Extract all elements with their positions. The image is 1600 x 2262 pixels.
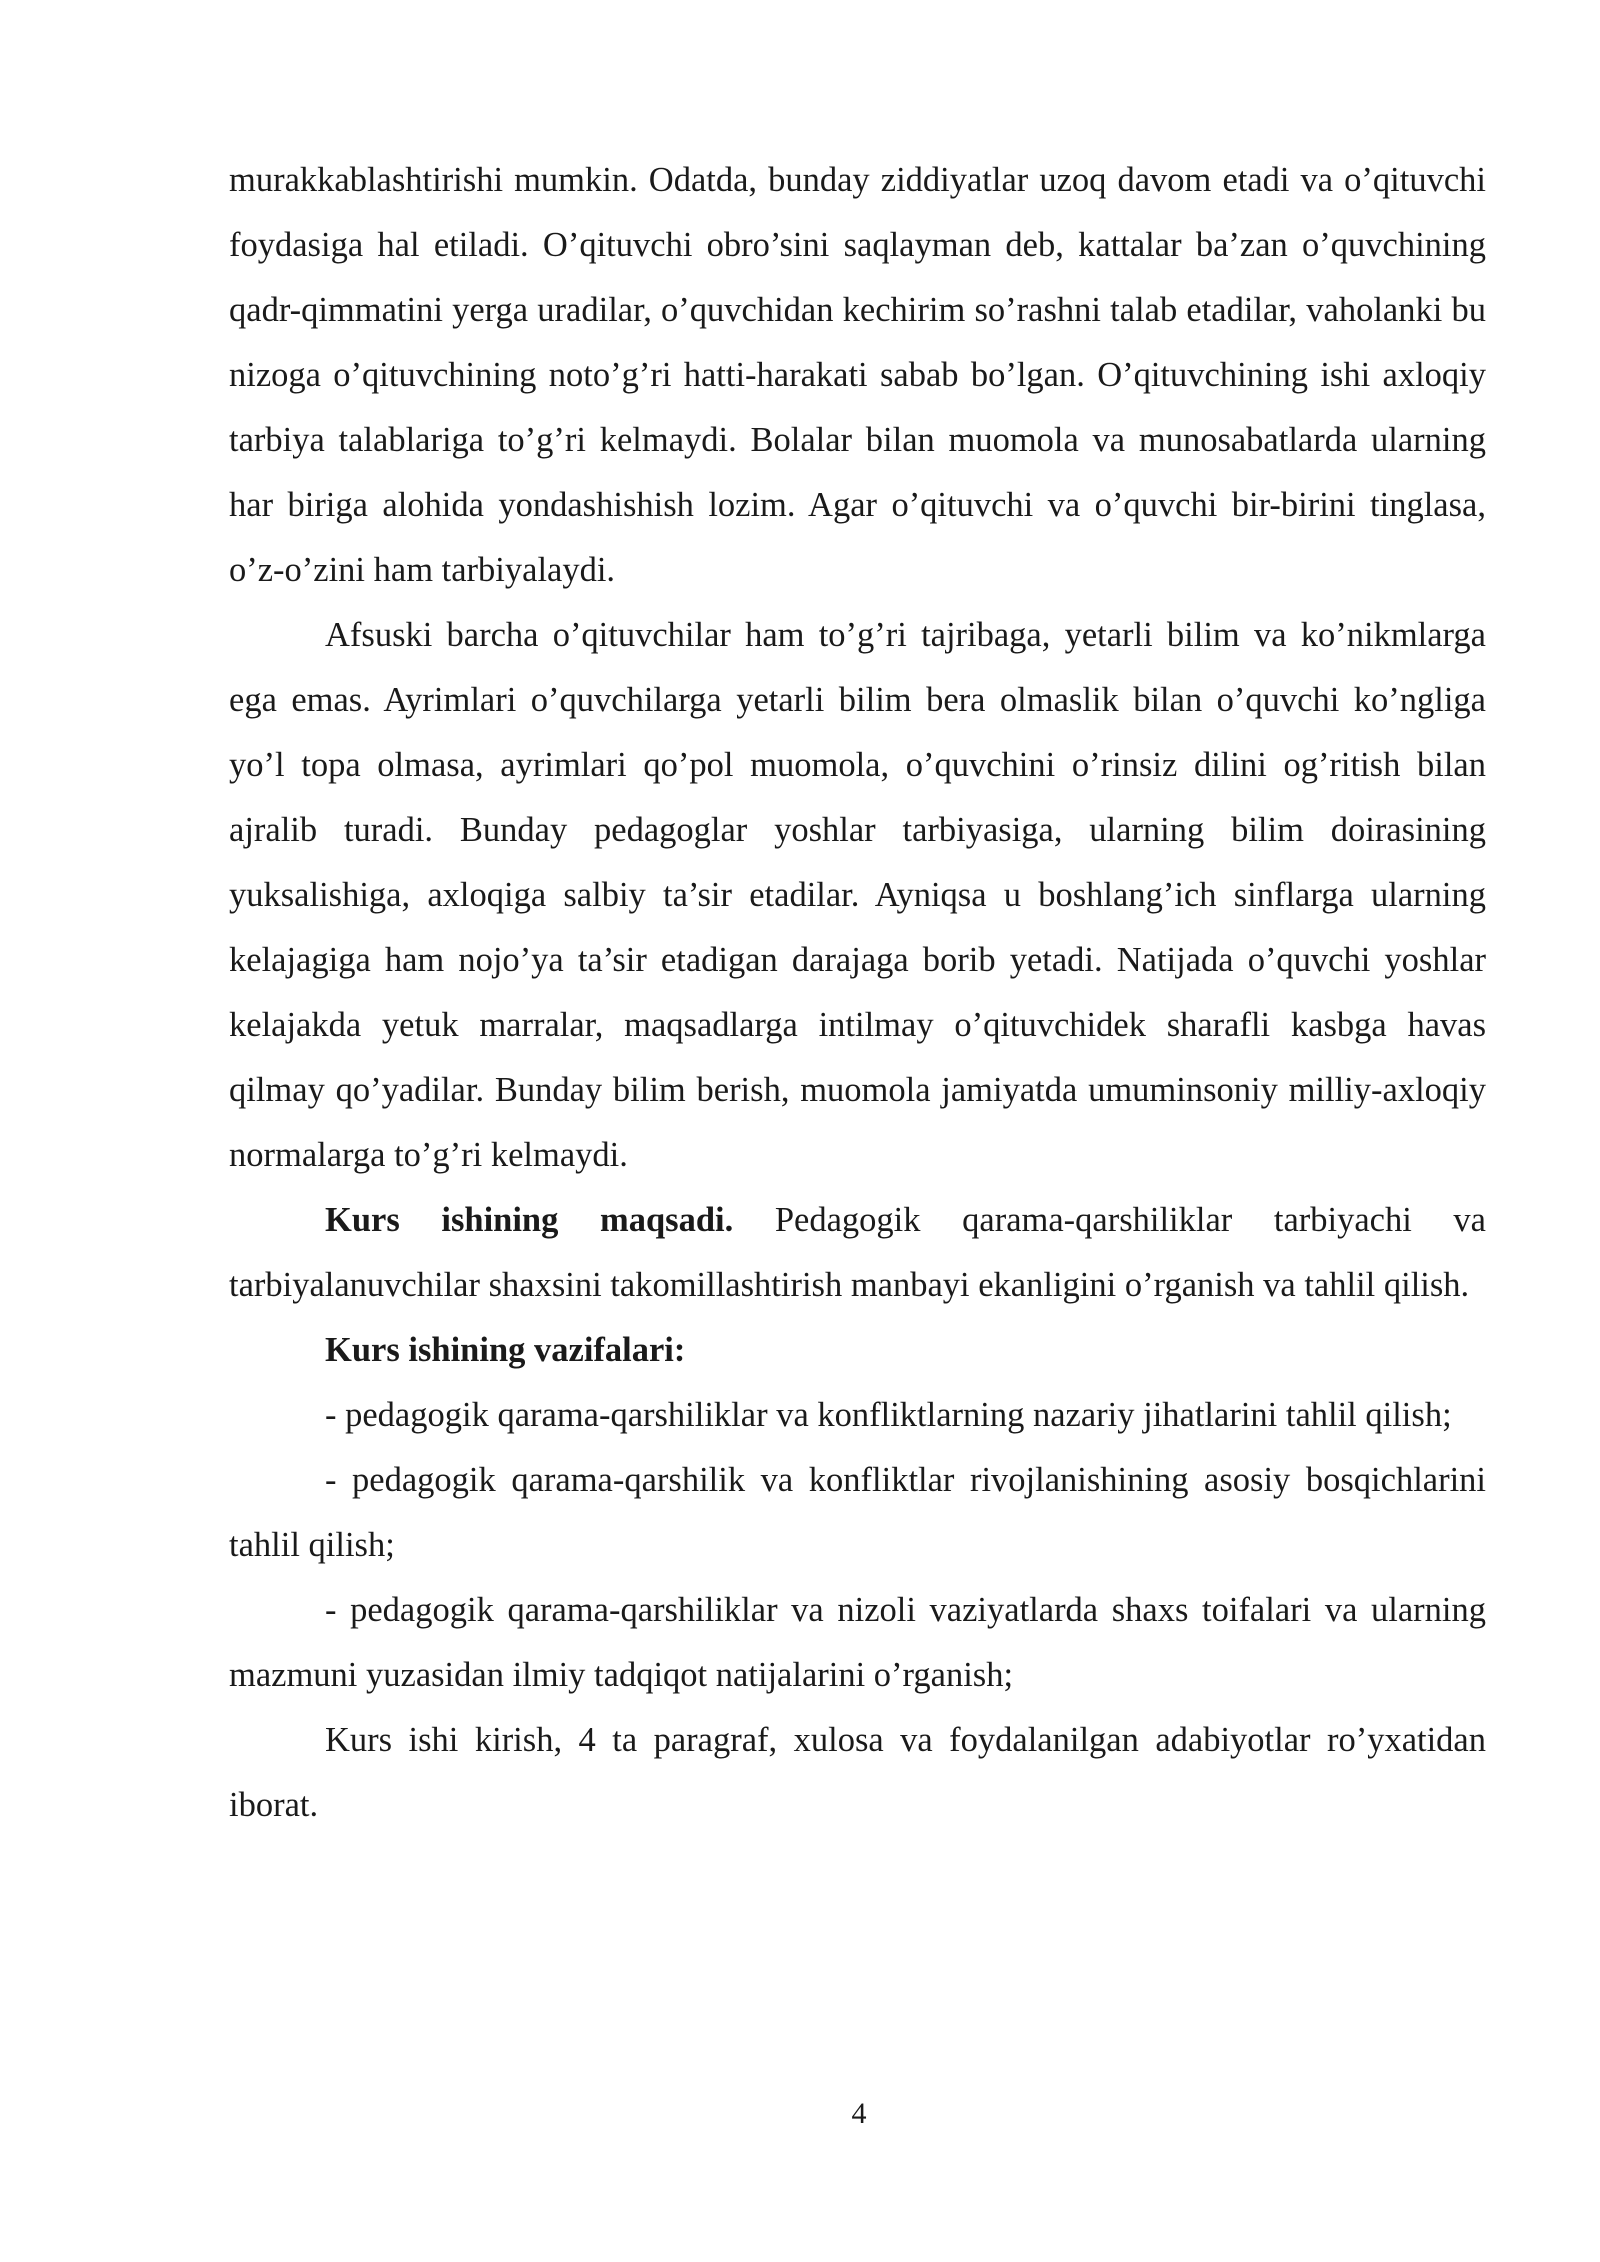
body-text <box>229 148 1486 1838</box>
paragraph-course-goal <box>229 1188 1486 1318</box>
page-number: 4 <box>851 2097 867 2130</box>
paragraph-teacher-skills: Afsuski barcha o’qituvchilar ham to’g’ri tajribaga, yetarli bilim va ko’nikmlarga ega emas. Ayrimlari o’quvchilarga yetarli bilim bera olmaslik bilan o’quvchi ko’ngliga yo’l topa olmasa, ayrimlari qo’pol muomola, o’quvchini o’rinsiz dilini og’ritish bilan ajralib turadi. Bunday pedagoglar yoshlar tarbiyasiga, ularning bilim doirasining yuksalishiga, axloqiga salbiy ta’sir etadilar. Ayniqsa u boshlang’ich sinflarga ularning kelajagiga ham nojo’ya ta’sir etadigan darajaga borib yetadi. Natijada o’quvchi yoshlar kelajakda yetuk marralar, maqsadlarga intilmay o’qituvchidek sharafli kasbga havas qilmay qo’yadilar. Bunday bilim berish, muomola jamiyatda umuminsoniy milliy-axloqiy normalarga to’g’ri kelmaydi. <box>229 616 1486 1174</box>
paragraph-course-structure: Kurs ishi kirish, 4 ta paragraf, xulosa va foydalanilgan adabiyotlar ro’yxatidan iborat. <box>229 1721 1486 1824</box>
task-item: - pedagogik qarama-qarshilik va konfliktlar rivojlanishining asosiy bosqichlarini tahlil qilish; <box>229 1461 1486 1564</box>
course-goal-text: Pedagogik qarama-qarshiliklar tarbiyachi va tarbiyalanuvchilar shaxsini takomillashtirish manbayi ekanligini o’rganish va tahlil qilish. <box>229 1201 1486 1304</box>
paragraph-conflict-resolution: murakkablashtirishi mumkin. Odatda, bunday ziddiyatlar uzoq davom etadi va o’qituvchi foydasiga hal etiladi. O’qituvchi obro’sini saqlayman deb, kattalar ba’zan o’quvchining qadr-qimmatini yerga uradilar, o’quvchidan kechirim so’rashni talab etadilar, vaholanki bu nizoga o’qituvchining noto’g’ri hatti-harakati sabab bo’lgan. O’qituvchining ishi axloqiy tarbiya talablariga to’g’ri kelmaydi. Bolalar bilan muomola va munosabatlarda ularning har biriga alohida yondashishish lozim. Agar o’qituvchi va o’quvchi bir-birini tinglasa, o’z-o’zini ham tarbiyalaydi. <box>229 161 1486 589</box>
course-tasks-heading: Kurs ishining vazifalari: <box>325 1331 686 1369</box>
task-item: - pedagogik qarama-qarshiliklar va nizoli vaziyatlarda shaxs toifalari va ularning mazmuni yuzasidan ilmiy tadqiqot natijalarini o’rganish; <box>229 1591 1486 1694</box>
task-item: - pedagogik qarama-qarshiliklar va konfliktlarning nazariy jihatlarini tahlil qilish; <box>325 1396 1452 1434</box>
course-goal-heading: Kurs ishining maqsadi. <box>325 1201 734 1239</box>
